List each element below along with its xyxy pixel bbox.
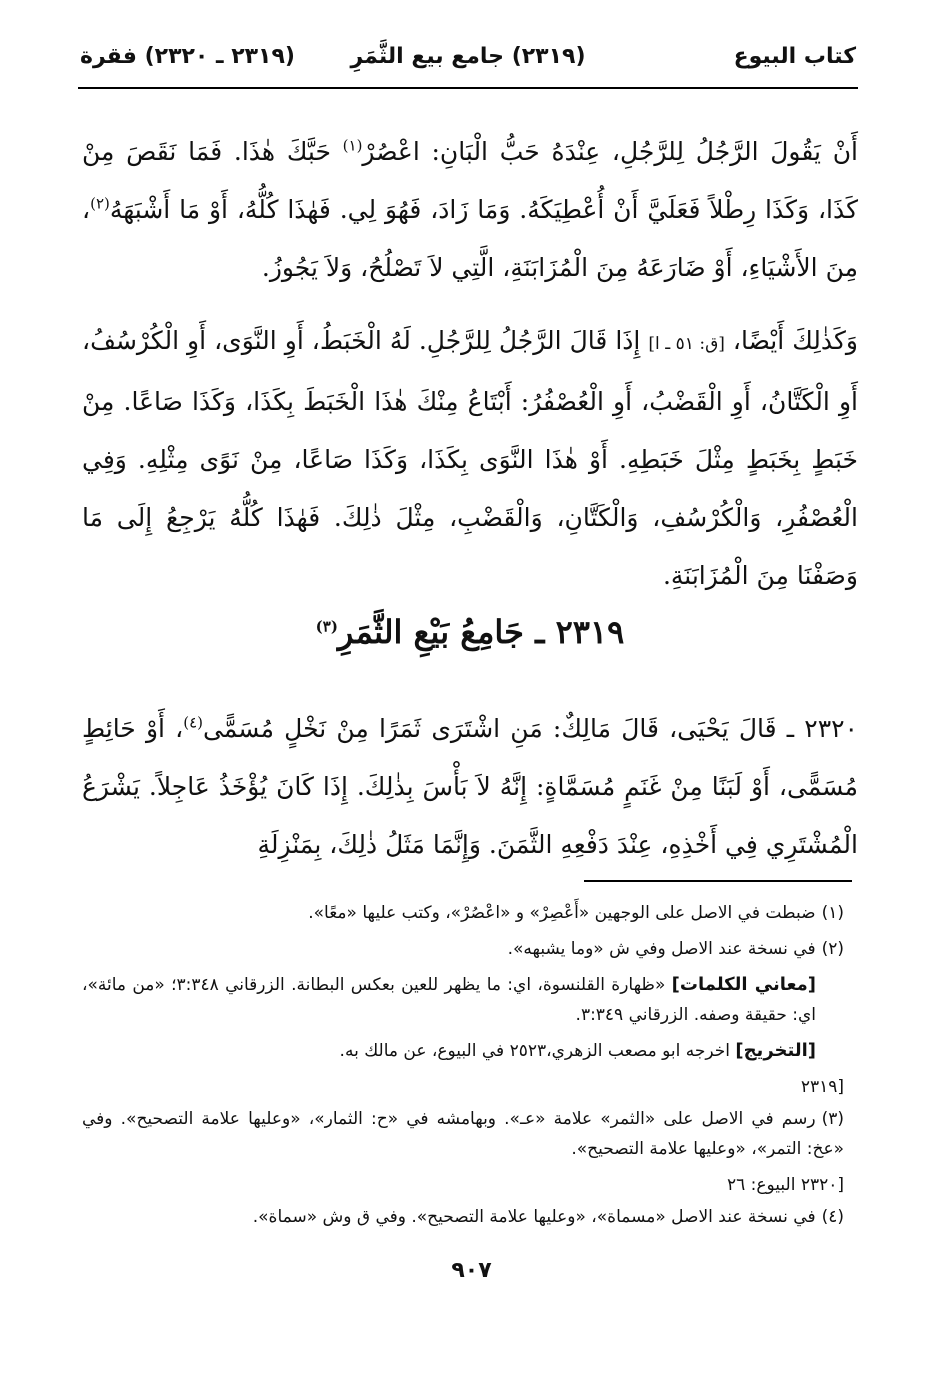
reference-2320: [٢٣٢٠ البيوع: ٢٦	[726, 1175, 844, 1195]
section-heading	[82, 613, 858, 651]
footnote-ref-1[interactable]: (١)	[342, 136, 363, 155]
footnote-2: (٢)في نسخة عند الاصل وفي ش «وما يشبهه».	[507, 939, 844, 959]
header-paragraph-range: (٢٣١٩ ـ ٢٣٢٠) فقرة	[80, 44, 295, 69]
header-divider	[78, 87, 858, 89]
header-book-title: كتاب البيوع	[733, 44, 856, 69]
running-header	[80, 40, 856, 78]
footnote-ref-4[interactable]: (٤)	[183, 713, 203, 732]
word-meanings-note: [معاني الكلمات] «ظهارة القلنسوة، اي: ما يظهر للعين بعكس البطانة. الزرقاني ٣:٣٤٨؛ «من مائة»، اي: حقيقة وصفه. الزرقاني ٣:٣٤٩.	[82, 974, 816, 1025]
manuscript-reference: [ق: ٥١ ـ ا]	[648, 334, 725, 354]
footnote-ref-3[interactable]: (٣)	[315, 617, 338, 636]
paragraph-1: أَنْ يَقُولَ الرَّجُلُ لِلرَّجُلِ، عِنْدَهُ حَبُّ الْبَانِ: اعْصُرْ$^{(١)}$ حَبَّكَ هٰذَا. فَمَا نَقَصَ مِنْ كَذَا، وَكَذَا رِطْلاً فَعَلَيَّ أَنْ أُعْطِيَكَهُ. وَمَا زَادَ، فَهُوَ لِي. فَهٰذَا كُلُّهُ، أَوْ مَا أَشْبَهَهُ$^{(٢)}$، مِنَ الأَشْيَاءِ، أَوْ ضَارَعَهُ مِنَ الْمُزَابَنَةِ، الَّتِي لاَ تَصْلُحُ، وَلاَ يَجُوزُ.	[82, 136, 858, 282]
footnote-divider	[584, 880, 852, 882]
paragraph-3: ٢٣٢٠ ـ قَالَ يَحْيَى، قَالَ مَالِكٌ: مَنِ اشْتَرَى ثَمَرًا مِنْ نَخْلٍ مُسَمًّى$^{(٤)}$، أَوْ حَائِطٍ مُسَمًّى، أَوْ لَبَنًا مِنْ غَنَمٍ مُسَمَّاةٍ: إِنَّهُ لاَ بَأْسَ بِذٰلِكَ. إِذَا كَانَ يُؤْخَذُ عَاجِلاً. يَشْرَعُ الْمُشْتَرِي فِي أَخْذِهِ، عِنْدَ دَفْعِهِ الثَّمَنَ. وَإِنَّمَا مَثَلُ ذٰلِكَ، بِمَنْزِلَةِ	[82, 713, 858, 859]
footnote-4: (٤)في نسخة عند الاصل «مسماة»، «وعليها علامة التصحيح». وفي ق وش «سماة».	[252, 1207, 844, 1227]
footnote-1: (١)ضبطت في الاصل على الوجهين «أَعْصِرْ» و «اعْصُرْ»، وكتب عليها «معًا».	[308, 903, 844, 923]
paragraph-2: وَكَذٰلِكَ أَيْضًا، [ق: ٥١ ـ ا] إِذَا قَالَ الرَّجُلُ لِلرَّجُلِ. لَهُ الْخَبَطُ، أَوِ النَّوَى، أَوِ الْكُرْسُفُ، أَوِ الْكَتَّانُ، أَوِ الْقَضْبُ، أَوِ الْعُصْفُرُ: أَبْتَاعُ مِنْكَ هٰذَا الْخَبَطَ بِكَذَا، وَكَذَا صَاعًا. مِنْ خَبَطٍ بِخَبَطٍ مِثْلَ خَبَطِهِ. أَوْ هٰذَا النَّوَى بِكَذَا، وَكَذَا صَاعًا، مِنْ نَوًى مِثْلِهِ. وَفِي الْعُصْفُرِ، وَالْكُرْسُفِ، وَالْكَتَّانِ، وَالْقَضْبِ، مِثْلَ ذٰلِكَ. فَهٰذَا كُلُّهُ يَرْجِعُ إِلَى مَا وَصَفْنَا مِنَ الْمُزَابَنَةِ.	[82, 326, 858, 590]
page-number: ٩٠٧	[451, 1258, 492, 1283]
header-chapter-title: (٢٣١٩) جامع بيع الثَّمَرِ	[350, 44, 586, 69]
reference-2319: [٢٣١٩	[800, 1077, 844, 1097]
footnotes-section	[82, 898, 844, 1238]
footnote-ref-2[interactable]: (٢)	[90, 194, 110, 213]
section-title: ٢٣١٩ ـ جَامِعُ بَيْعِ الثَّمَرِ	[337, 613, 625, 651]
footnote-3: (٣)رسم في الاصل على «الثمر» علامة «عـ». وبهامشه في «ح: الثمار»، «وعليها علامة التصحيح». وفي «عخ: التمر»، «وعليها علامة التصحيح».	[82, 1109, 844, 1159]
takhrij-note: [التخريج] اخرجه ابو مصعب الزهري،٢٥٢٣ في البيوع، عن مالك به.	[339, 1040, 816, 1061]
